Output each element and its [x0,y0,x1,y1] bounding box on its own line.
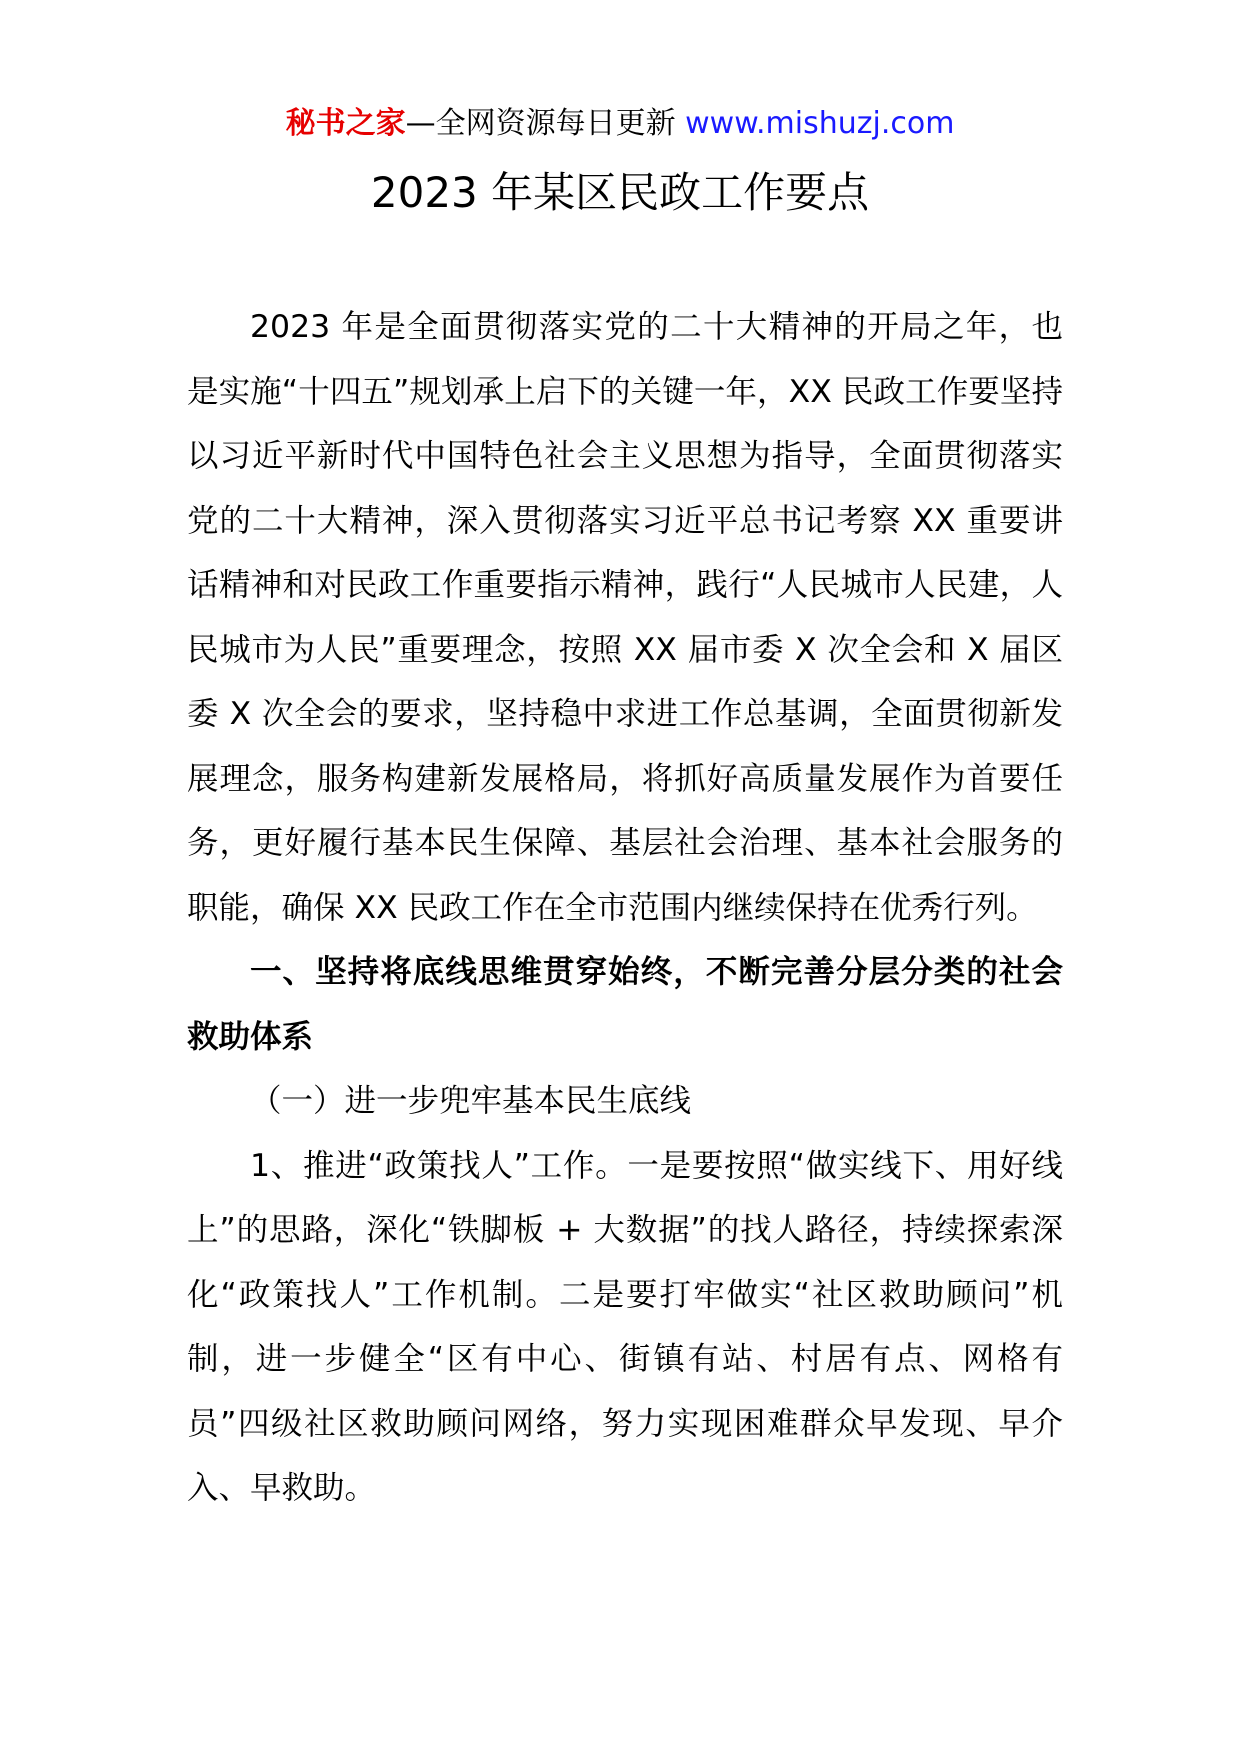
document-title: 2023 年某区民政工作要点 [370,168,870,217]
watermark-header [0,104,1240,144]
document-body [187,295,1063,1521]
intro-paragraph: 2023 年是全面贯彻落实党的二十大精神的开局之年，也是实施“十四五”规划承上启下的关键一年，XX 民政工作要坚持以习近平新时代中国特色社会主义思想为指导，全面贯彻落实党的二十大精神，深入贯彻落实习近平总书记考察 XX 重要讲话精神和对民政工作重要指示精神，践行“人民城市人民建，人民城市为人民”重要理念，按照 XX 届市委 X 次全会和 X 届区委 X 次全会的要求，坚持稳中求进工作总基调，全面贯彻新发展理念，服务构建新发展格局，将抓好高质量发展作为首要任务，更好履行基本民生保障、基层社会治理、基本社会服务的职能，确保 XX 民政工作在全市范围内继续保持在优秀行列。 [187,309,1063,926]
subsection-heading: （一）进一步兜牢基本民生底线 [250,1083,692,1119]
site-url-link[interactable]: www.mishuzj.com [685,106,955,141]
section-heading: 一、坚持将底线思维贯穿始终，不断完善分层分类的社会救助体系 [187,954,1063,1055]
site-name: 秘书之家 [285,106,406,141]
site-tagline: —全网资源每日更新 [405,106,676,141]
body-paragraph: 1、推进“政策找人”工作。一是要按照“做实线下、用好线上”的思路，深化“铁脚板 + 大数据”的找人路径，持续探索深化“政策找人”工作机制。二是要打牢做实“社区救助顾问”机制，进一步健全“区有中心、街镇有站、村居有点、网格有员”四级社区救助顾问网络，努力实现困难群众早发现、早介入、早救助。 [187,1147,1063,1506]
